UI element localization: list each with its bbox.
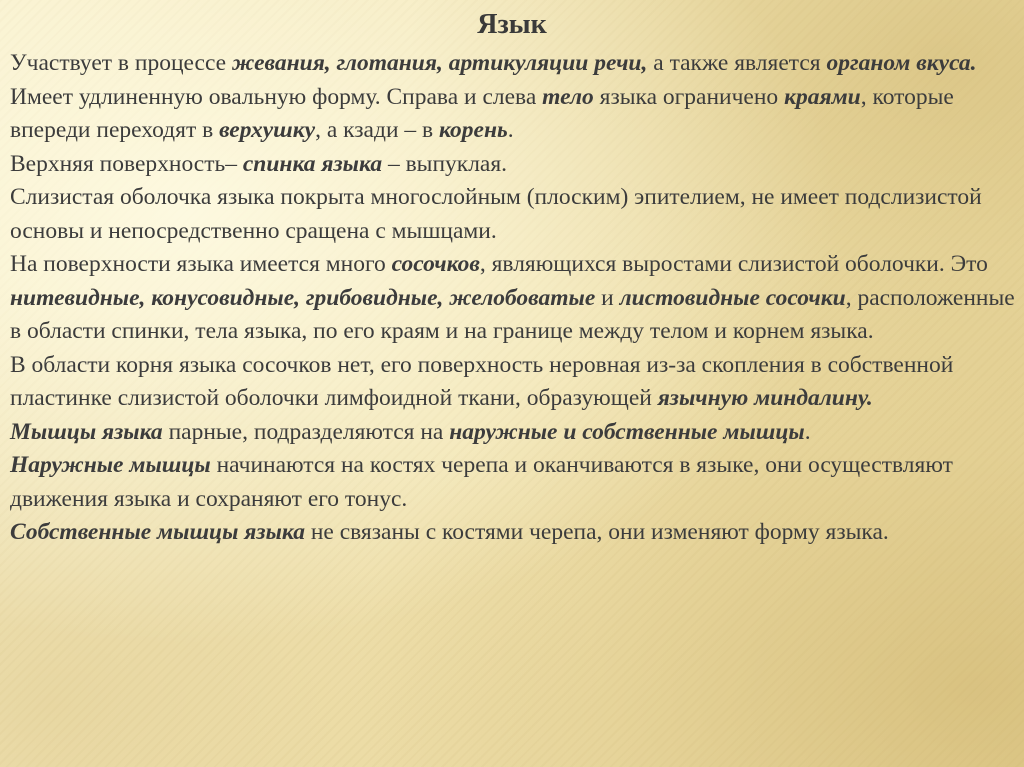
paragraph-shape bbox=[10, 81, 1018, 148]
text-run: Верхняя поверхность– bbox=[10, 150, 243, 177]
emphasis-term: спинка языка bbox=[242, 150, 383, 177]
emphasis-term: Собственные мышцы языка bbox=[10, 519, 305, 545]
text-run: Слизистая оболочка языка покрыта многослойным (плоским) эпителием, не имеет подслизистой основы и непосредственно сращена с мышцами. bbox=[10, 184, 982, 244]
text-run: не связаны с костями черепа, они изменяют форму языка. bbox=[304, 519, 889, 545]
text-run: Участвует в процессе bbox=[10, 50, 232, 76]
text-run: начинаются на костях черепа и оканчиваются в языке, они осуществляют движения языка и сохраняют его тонус. bbox=[10, 452, 953, 512]
text-run: языка ограничено bbox=[593, 83, 785, 110]
text-run: На поверхности языка имеется много bbox=[10, 251, 392, 277]
slide-title: Язык bbox=[477, 9, 547, 40]
text-run: В области корня языка сосочков нет, его поверхность неровная из-за скопления в собственной пластинке слизистой оболочки лимфоидной ткани, образующей bbox=[10, 351, 954, 411]
text-run: а также является bbox=[647, 50, 827, 76]
emphasis-term: наружные и собственные мышцы bbox=[449, 418, 805, 445]
paragraph-mucosa bbox=[10, 181, 1018, 248]
paragraph-muscles bbox=[10, 416, 1018, 450]
text-run: и bbox=[595, 284, 620, 311]
text-run: , являющихся выростами слизистой оболочки. Это bbox=[479, 251, 988, 277]
emphasis-term: нитевидные, конусовидные, грибовидные, желобоватые bbox=[10, 284, 596, 311]
emphasis-term: жевания, глотания, артикуляции речи, bbox=[232, 50, 648, 76]
emphasis-term: верхушку bbox=[219, 117, 316, 143]
emphasis-term: Наружные мышцы bbox=[10, 452, 211, 478]
emphasis-term: Мышцы языка bbox=[10, 418, 163, 445]
emphasis-term: органом вкуса. bbox=[826, 50, 977, 76]
emphasis-term: листовидные сосочки bbox=[619, 284, 846, 311]
paragraph-intrinsic-muscles bbox=[10, 516, 1018, 550]
emphasis-term: краями bbox=[784, 83, 861, 110]
paragraph-papillae bbox=[10, 248, 1018, 349]
emphasis-term: тело bbox=[542, 83, 594, 110]
text-run: – выпуклая. bbox=[382, 150, 508, 177]
emphasis-term: язычную миндалину. bbox=[657, 385, 873, 411]
paragraph-root bbox=[10, 349, 1018, 416]
text-run: , которые впереди переходят в bbox=[10, 83, 954, 143]
text-run: . bbox=[804, 418, 811, 445]
emphasis-term: сосочков bbox=[391, 251, 480, 277]
text-run: , а кзади – в bbox=[315, 117, 439, 143]
emphasis-term: корень bbox=[439, 117, 508, 143]
text-run: Имеет удлиненную овальную форму. Справа и слева bbox=[10, 83, 543, 110]
text-run: парные, подразделяются на bbox=[162, 418, 450, 445]
paragraph-external-muscles bbox=[10, 449, 1018, 516]
text-run: , расположенные в области спинки, тела языка, по его краям и на границе между телом и корнем языка. bbox=[10, 284, 1015, 344]
paragraph-function bbox=[10, 47, 1018, 81]
paragraph-upper-surface bbox=[10, 148, 1018, 182]
slide-body bbox=[10, 47, 1018, 550]
text-run: . bbox=[507, 117, 514, 143]
